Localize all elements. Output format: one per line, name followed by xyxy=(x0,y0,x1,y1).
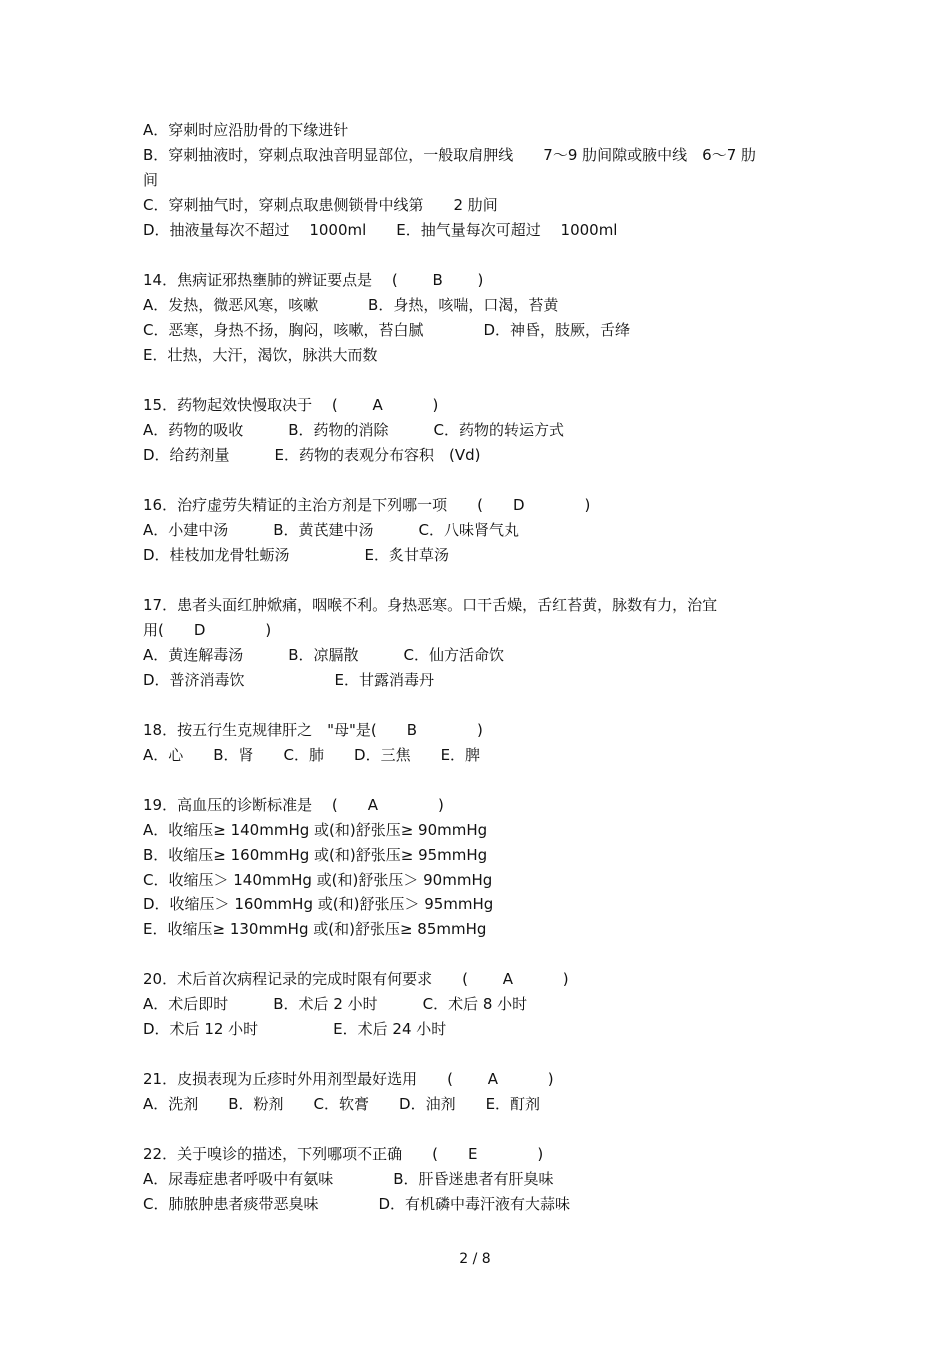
text-line: A．收缩压≥ 140mmHg 或(和)舒张压≥ 90mmHg xyxy=(143,821,488,839)
question-22: 22．关于嗅诊的描述，下列哪项不正确 ( E ) xyxy=(143,1145,544,1163)
text-line: C．收缩压＞ 140mmHg 或(和)舒张压＞ 90mmHg xyxy=(143,871,493,889)
text-line: A．穿刺时应沿肋骨的下缘进针 xyxy=(143,121,349,139)
text-line: D．抽液量每次不超过 1000ml E．抽气量每次可超过 1000ml xyxy=(143,221,618,239)
text-line: C．穿刺抽气时，穿刺点取患侧锁骨中线第 2 肋间 xyxy=(143,196,498,214)
question-21: 21．皮损表现为丘疹时外用剂型最好选用 ( A ) xyxy=(143,1070,554,1088)
text-line: B．收缩压≥ 160mmHg 或(和)舒张压≥ 95mmHg xyxy=(143,846,488,864)
question-20: 20．术后首次病程记录的完成时限有何要求 ( A ) xyxy=(143,970,569,988)
text-line: D．术后 12 小时 E．术后 24 小时 xyxy=(143,1020,447,1038)
text-line: A．术后即时 B．术后 2 小时 C．术后 8 小时 xyxy=(143,995,528,1013)
text-line: D．收缩压＞ 160mmHg 或(和)舒张压＞ 95mmHg xyxy=(143,895,494,913)
text-line: A．尿毒症患者呼吸中有氨味 B．肝昏迷患者有肝臭味 xyxy=(143,1170,554,1188)
text-line: A．药物的吸收 B．药物的消除 C．药物的转运方式 xyxy=(143,421,565,439)
text-line: 间 xyxy=(143,171,159,189)
text-line: C．恶寒，身热不扬，胸闷，咳嗽，苔白腻 D．神昏，肢厥，舌绛 xyxy=(143,321,631,339)
question-15: 15．药物起效快慢取决于 ( A ) xyxy=(143,396,439,414)
text-line: A．小建中汤 B．黄芪建中汤 C．八味肾气丸 xyxy=(143,521,520,539)
text-line: E．收缩压≥ 130mmHg 或(和)舒张压≥ 85mmHg xyxy=(143,920,487,938)
text-line: A．洗剂 B．粉剂 C．软膏 D．油剂 E．酊剂 xyxy=(143,1095,541,1113)
text-line: C．肺脓肿患者痰带恶臭味 D．有机磷中毒汗液有大蒜味 xyxy=(143,1195,571,1213)
text-line: D．桂枝加龙骨牡蛎汤 E．炙甘草汤 xyxy=(143,546,450,564)
text-line: E．壮热，大汗，渴饮，脉洪大而数 xyxy=(143,346,378,364)
question-16: 16．治疗虚劳失精证的主治方剂是下列哪一项 ( D ) xyxy=(143,496,591,514)
text-line: A．发热，微恶风寒，咳嗽 B．身热，咳喘，口渴，苔黄 xyxy=(143,296,559,314)
text-line: 用( D ) xyxy=(143,621,272,639)
text-line: A．心 B．肾 C．肺 D．三焦 E．脾 xyxy=(143,746,481,764)
text-line: A．黄连解毒汤 B．凉膈散 C．仙方活命饮 xyxy=(143,646,505,664)
text-line: D．给药剂量 E．药物的表观分布容积 (Vd) xyxy=(143,446,481,464)
text-line: B．穿刺抽液时，穿刺点取浊音明显部位，一般取肩胛线 7～9 肋间隙或腋中线 6～7 肋 xyxy=(143,146,757,164)
page-number: 2 / 8 xyxy=(459,1251,491,1267)
question-19: 19．高血压的诊断标准是 ( A ) xyxy=(143,796,444,814)
text-line: D．普济消毒饮 E．甘露消毒丹 xyxy=(143,671,435,689)
question-14: 14．焦病证邪热壅肺的辨证要点是 ( B ) xyxy=(143,271,484,289)
question-18: 18．按五行生克规律肝之 "母"是( B ) xyxy=(143,721,483,739)
question-17: 17．患者头面红肿焮痛，咽喉不利。身热恶寒。口干舌燥，舌红苔黄，脉数有力，治宜 xyxy=(143,596,718,614)
